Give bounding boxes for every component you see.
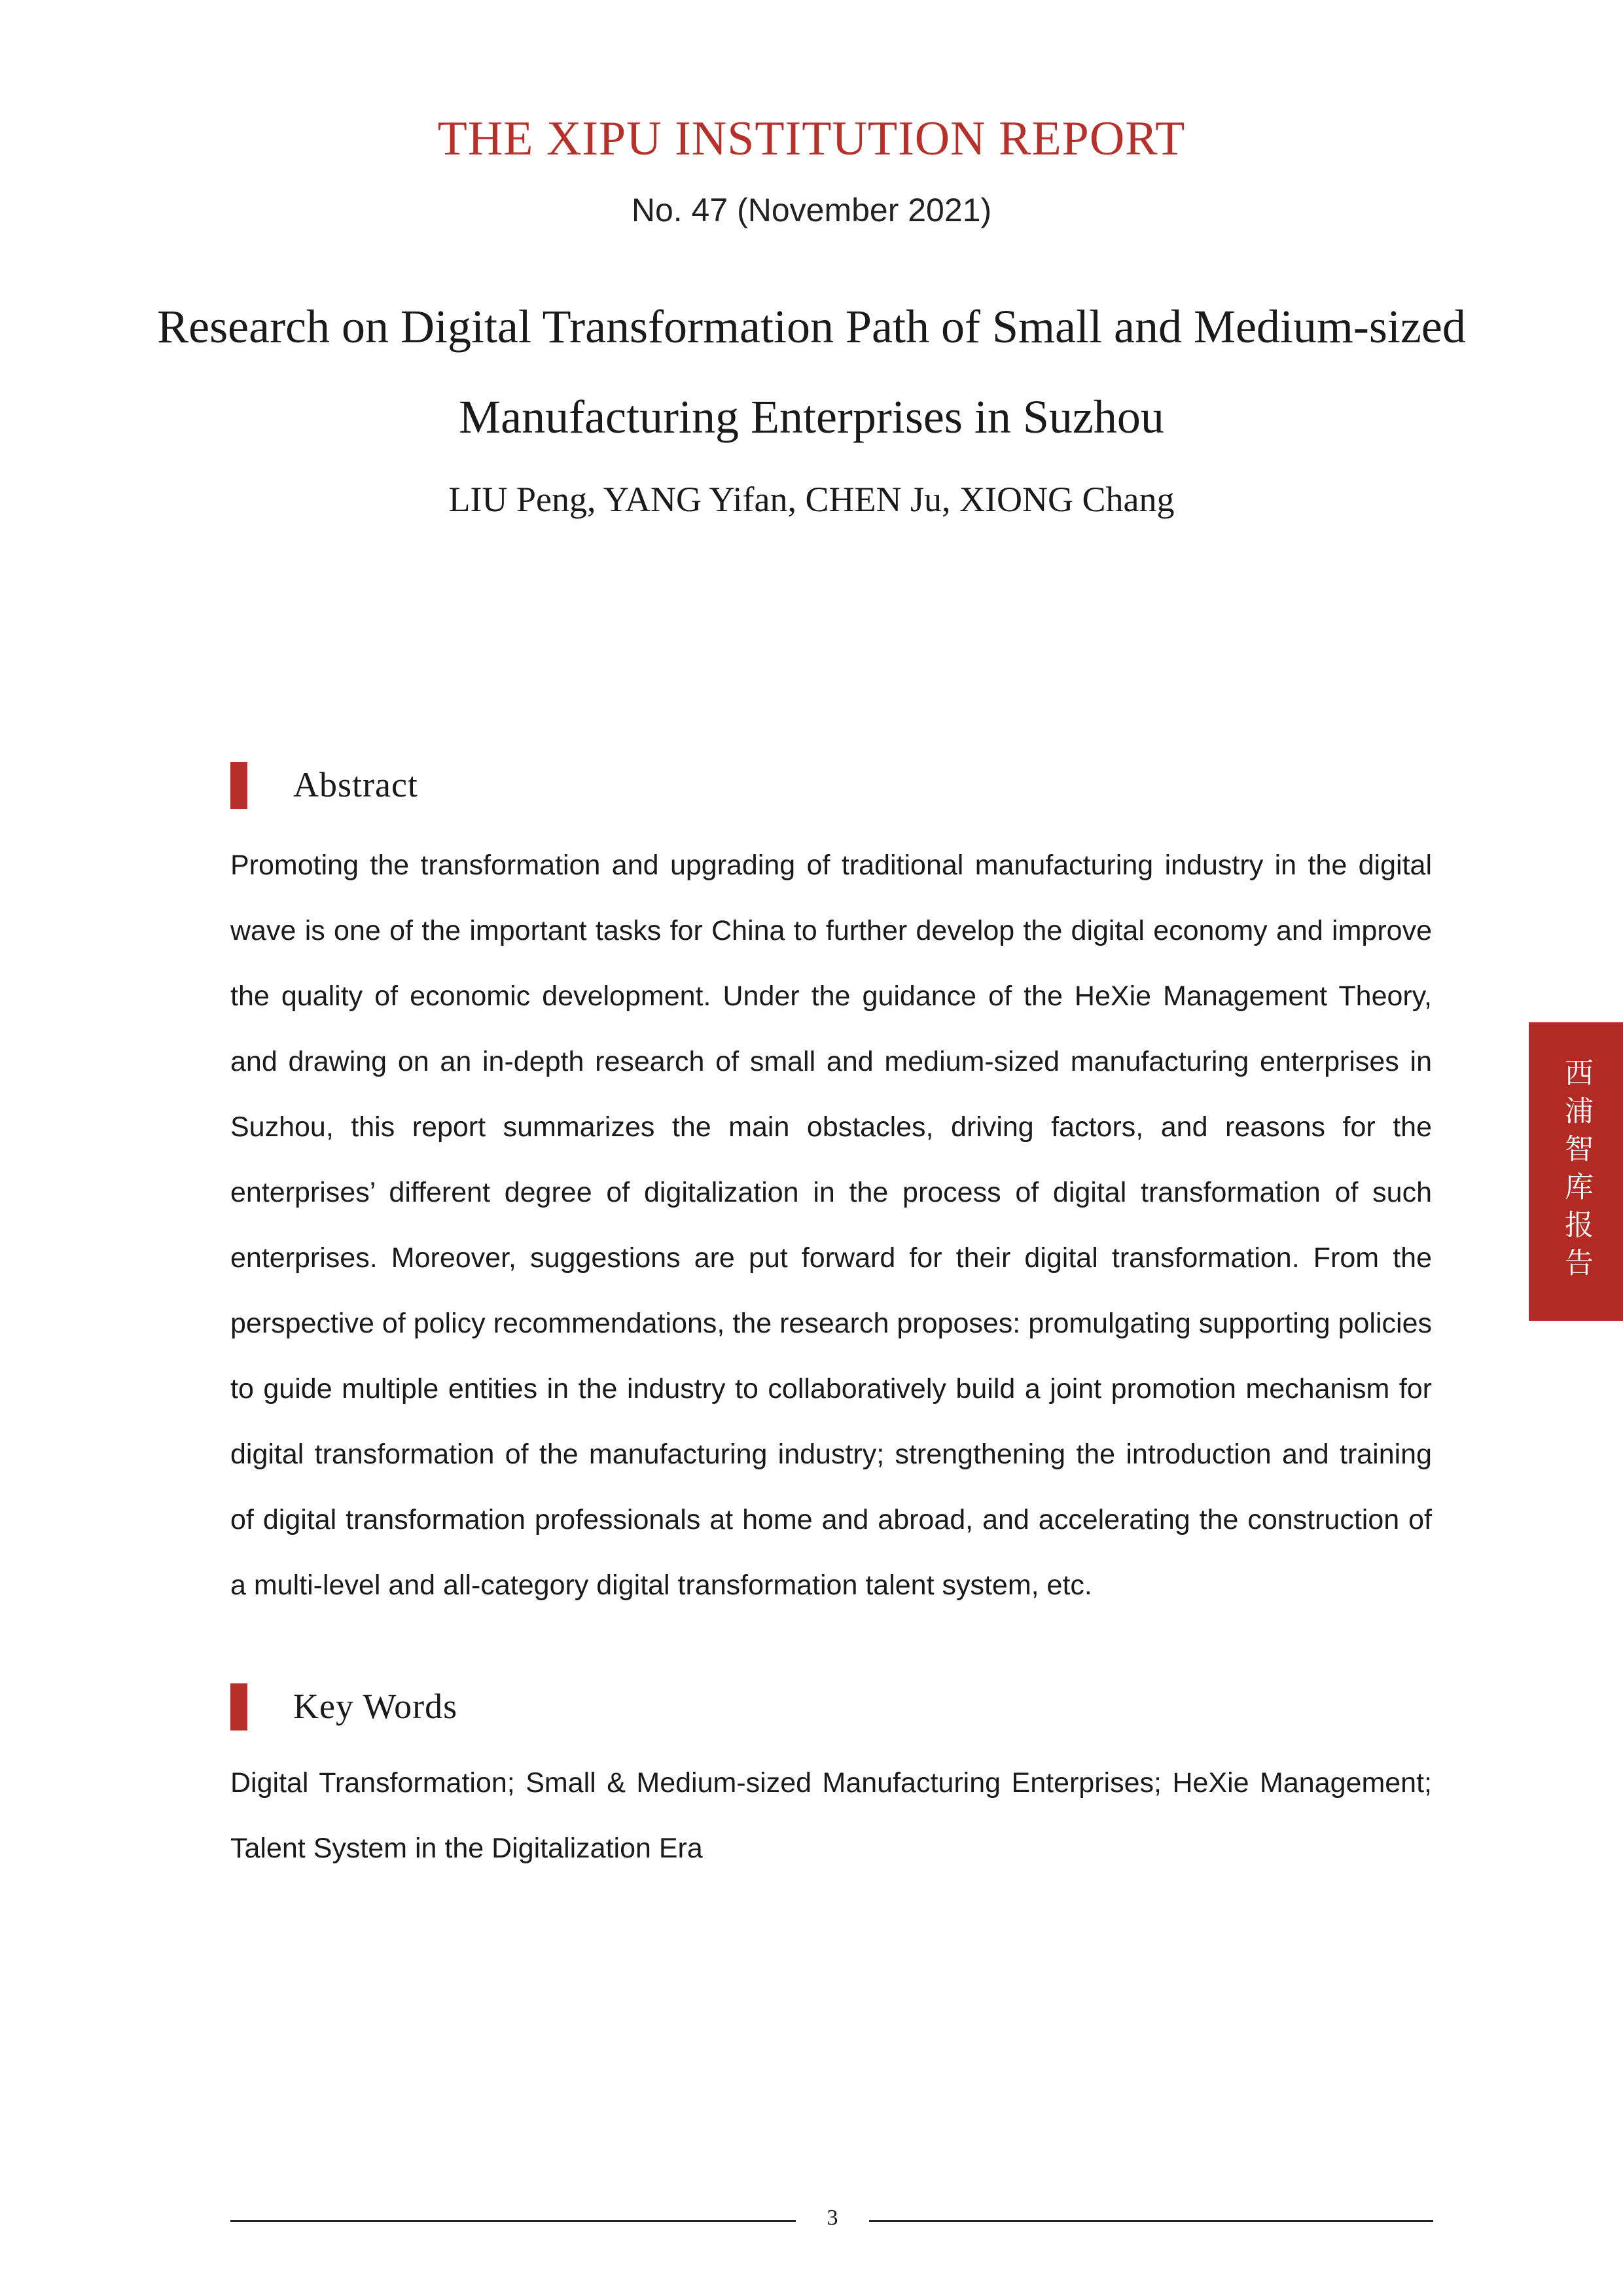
- report-title: [0, 281, 1623, 462]
- report-title-line-2: Manufacturing Enterprises in Suzhou: [459, 391, 1164, 443]
- side-tab-label: 西浦智库报告: [1560, 1058, 1593, 1285]
- authors: LIU Peng, YANG Yifan, CHEN Ju, XIONG Chang: [448, 480, 1175, 519]
- section-marker: [230, 1683, 247, 1731]
- footer-rule-right: [869, 2220, 1433, 2222]
- page-number: 3: [827, 2206, 838, 2230]
- section-marker: [230, 762, 247, 809]
- side-tab: [1529, 1022, 1623, 1321]
- issue-number: No. 47 (November 2021): [631, 192, 992, 228]
- series-title: THE XIPU INSTITUTION REPORT: [437, 112, 1186, 166]
- abstract-heading-label: Abstract: [293, 765, 418, 804]
- keywords-text: Digital Transformation; Small & Medium-sized Manufacturing Enterprises; HeXie Management; Talent System in the Digitalization Era: [230, 1767, 1432, 1864]
- abstract-text: Promoting the transformation and upgrading of traditional manufacturing industry in the digital wave is one of the important tasks for China to further develop the digital economy and improve the quality of economic development. Under the guidance of the HeXie Management Theory, and drawing on an in-depth research of small and medium-sized manufacturing enterprises in Suzhou, this report summarizes the main obstacles, driving factors, and reasons for the enterprises’ different degree of digitalization in the process of digital transformation of such enterprises. Moreover, suggestions are put forward for their digital transformation. From the perspective of policy recommendations, the research proposes: promulgating supporting policies to guide multiple entities in the industry to collaboratively build a joint promotion mechanism for digital transformation of the manufacturing industry; strengthening the introduction and training of digital transformation professionals at home and abroad, and accelerating the construction of a multi-level and all-category digital transformation talent system, etc.: [230, 850, 1432, 1601]
- report-title-line-1: Research on Digital Transformation Path of Small and Medium-sized: [157, 300, 1466, 353]
- keywords-heading-label: Key Words: [293, 1687, 458, 1726]
- footer-rule-left: [230, 2220, 796, 2222]
